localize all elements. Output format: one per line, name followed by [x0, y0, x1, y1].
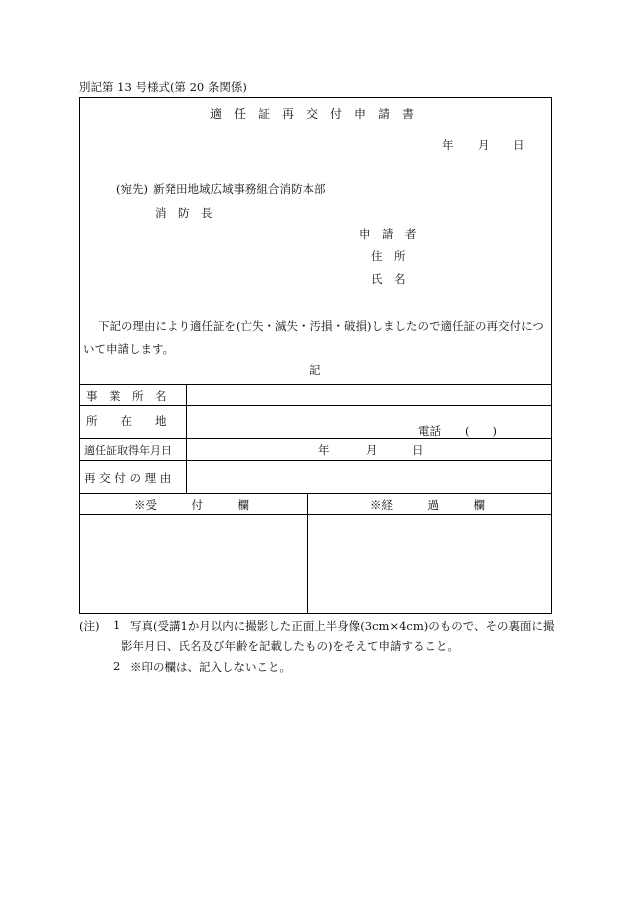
- acquisition-date-label: 適任証取得年月日: [84, 444, 172, 457]
- table-row-line: [79, 493, 552, 494]
- note-1-number: 1: [113, 618, 121, 632]
- acquisition-month-label: 月: [366, 443, 378, 457]
- applicant-label: 申 請 者: [359, 227, 417, 241]
- table-row-line: [79, 460, 552, 461]
- date-day-label: 日: [513, 138, 525, 152]
- addressee-organization: 新発田地域広域事務組合消防本部: [153, 182, 326, 196]
- form-number: 別記第 13 号様式(第 20 条関係): [79, 80, 247, 94]
- acquisition-year-label: 年: [318, 443, 330, 457]
- table-row-line: [79, 514, 552, 515]
- date-month-label: 月: [478, 138, 490, 152]
- notes-label: (注): [79, 619, 100, 633]
- body-text-line1: 下記の理由により適任証を(亡失・滅失・汚損・破損)しましたので適任証の再交付につ: [98, 319, 544, 333]
- reason-label: 再 交 付 の 理 由: [84, 471, 172, 485]
- progress-column-header: ※経 過 欄: [370, 498, 485, 512]
- addressee-title: 消 防 長: [155, 206, 213, 220]
- body-text-line2: いて申請します。: [83, 342, 175, 356]
- table-top-line: [79, 384, 552, 385]
- label-column-divider: [186, 384, 187, 493]
- phone-label: 電話: [418, 424, 441, 438]
- name-label: 氏 名: [371, 272, 406, 286]
- form-title: 適 任 証 再 交 付 申 請 書: [210, 107, 415, 121]
- phone-parentheses: ( ): [465, 424, 497, 438]
- addressee-prefix: (宛先): [116, 182, 148, 196]
- note-1-line1: 写真(受講1か月以内に撮影した正面上半身像(3cm×4cm)のもので、その裏面に撮: [130, 619, 555, 633]
- ki-marker: 記: [309, 363, 321, 377]
- address-label: 住 所: [371, 249, 406, 263]
- acquisition-day-label: 日: [412, 443, 424, 457]
- note-2-text: ※印の欄は、記入しないこと。: [130, 660, 291, 674]
- office-name-label: 事 業 所 名: [86, 389, 167, 403]
- reception-column-header: ※受 付 欄: [134, 498, 249, 512]
- note-2-number: 2: [113, 659, 121, 673]
- lower-column-divider: [307, 493, 308, 614]
- location-label: 所 在 地: [86, 414, 167, 428]
- date-year-label: 年: [442, 138, 454, 152]
- note-1-line2: 影年月日、氏名及び年齢を記載したもの)をそえて申請すること。: [121, 639, 459, 653]
- table-row-line: [79, 405, 552, 406]
